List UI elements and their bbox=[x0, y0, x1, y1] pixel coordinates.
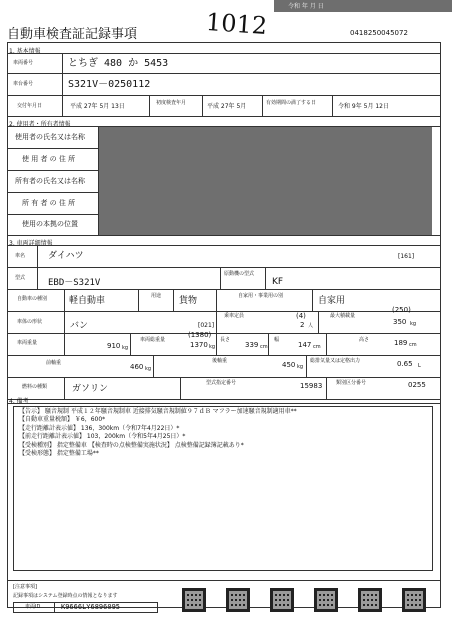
width-value: 147 bbox=[298, 341, 312, 349]
engine-label: 原動機の型式 bbox=[224, 271, 255, 277]
maxload-unit: kg bbox=[410, 321, 417, 327]
notice-label: [注意事項] bbox=[13, 584, 37, 590]
owner-address-label: 所 有 者 の 住 所 bbox=[22, 199, 76, 207]
plate-label: 車両番号 bbox=[13, 60, 34, 66]
maker-code: [161] bbox=[398, 253, 415, 260]
engine-value: KF bbox=[272, 277, 284, 287]
page-title: 自動車検査証記録事項 bbox=[7, 27, 138, 42]
purpose-value: 自家用 bbox=[318, 296, 346, 306]
maker-value: ダイハツ bbox=[48, 251, 84, 261]
front-axle-unit: kg bbox=[145, 366, 152, 372]
divider bbox=[7, 53, 441, 54]
remark-line: 【告示】 騒音規制 平成１２年騒音規制車 近接排気騒音規制値９７ｄＢ マフラー加速騒音規制適用車** bbox=[19, 408, 297, 415]
issue-value: 平成 27年 5月 13日 bbox=[70, 103, 125, 110]
height-label: 高さ bbox=[359, 337, 370, 343]
top-stamp: 令和 年 月 日 bbox=[288, 3, 324, 10]
capacity-value: 2 bbox=[300, 321, 305, 329]
body-code: [021] bbox=[198, 322, 215, 329]
maxload-label: 最大積載量 bbox=[330, 313, 356, 319]
capacity-label: 乗車定員 bbox=[224, 313, 245, 319]
owner-info-redaction bbox=[99, 127, 432, 235]
chassis-value: S321V－0250112 bbox=[68, 79, 151, 90]
section3-heading: 3. 車両詳細情報 bbox=[9, 240, 53, 247]
height-unit: cm bbox=[409, 342, 417, 348]
kind-label: 自動車の種別 bbox=[17, 296, 48, 302]
use-value: 貨物 bbox=[179, 296, 198, 306]
first-reg-value: 平成 27年 5月 bbox=[207, 103, 247, 110]
displacement-value: 0.65 bbox=[397, 360, 413, 368]
rear-axle-unit: kg bbox=[297, 364, 304, 370]
vehicle-id-label: 車両ID bbox=[25, 604, 41, 610]
chassis-label: 車台番号 bbox=[13, 81, 34, 87]
type-approval-label: 型式指定番号 bbox=[206, 380, 237, 386]
capacity-unit: 人 bbox=[308, 323, 314, 329]
user-name-label: 使用者の氏名又は名称 bbox=[15, 133, 85, 141]
remark-line: 【受検形態】 指定整備工場** bbox=[19, 450, 99, 458]
maker-label: 車名 bbox=[15, 253, 26, 259]
fuel-value: ガソリン bbox=[72, 384, 109, 394]
gross-value: 1370 bbox=[190, 341, 208, 349]
gross-label: 車両総重量 bbox=[140, 337, 166, 343]
section1-heading: 1. 基本情報 bbox=[9, 48, 41, 55]
rear-axle-value: 450 bbox=[282, 361, 296, 369]
length-unit: cm bbox=[260, 344, 268, 350]
maxload-value: 350 bbox=[393, 318, 407, 326]
weight-unit: kg bbox=[122, 345, 129, 351]
qr-code-icon bbox=[182, 588, 206, 612]
vehicle-id-value: K9666LY6896095 bbox=[61, 603, 121, 611]
use-label: 用途 bbox=[151, 293, 162, 299]
user-address-label: 使 用 者 の 住 所 bbox=[22, 155, 76, 163]
section2-heading: 2. 使用者・所有者情報 bbox=[9, 121, 71, 128]
model-value: EBD－S321V bbox=[48, 278, 101, 288]
weight-label: 車両重量 bbox=[17, 340, 38, 346]
remark-line: 【前走行距離計表示値】 103，200km（令和5年4月25日）* bbox=[19, 433, 186, 441]
section4-heading: 4. 備考 bbox=[9, 398, 29, 405]
first-reg-label: 初度検査年月 bbox=[156, 100, 187, 106]
kind-value: 軽自動車 bbox=[69, 296, 106, 306]
purpose-label: 自家用・事業用の別 bbox=[238, 293, 284, 299]
gross-top: (1380) bbox=[188, 331, 212, 339]
capacity-top: (4) bbox=[296, 312, 306, 320]
qr-code-icon bbox=[402, 588, 426, 612]
expiry-value: 令和 9年 5月 12日 bbox=[338, 103, 389, 110]
notice-text: 記録事項はシステム登録時点の情報となります bbox=[13, 593, 118, 599]
front-axle-value: 460 bbox=[130, 363, 144, 371]
handwritten-number: 1012 bbox=[205, 7, 268, 41]
owner-name-label: 所有者の氏名又は名称 bbox=[15, 177, 85, 185]
expiry-label: 有効期間の満了する日 bbox=[266, 100, 317, 106]
remarks-lines bbox=[19, 408, 431, 458]
displacement-label: 総排気量又は定格出力 bbox=[310, 358, 361, 364]
issue-label: 交付年月日 bbox=[17, 103, 43, 109]
displacement-unit: L bbox=[418, 363, 421, 369]
rear-axle-label: 後軸重 bbox=[212, 358, 228, 364]
body-value: バン bbox=[70, 321, 89, 331]
front-axle-label: 前軸重 bbox=[46, 360, 62, 366]
width-unit: cm bbox=[313, 344, 321, 350]
remark-line: 【自動車重量税額】 ￥6，600* bbox=[19, 416, 106, 424]
weight-value: 910 bbox=[107, 342, 121, 350]
width-label: 幅 bbox=[274, 337, 280, 343]
category-label: 類別区分番号 bbox=[336, 380, 367, 386]
body-label: 車体の形状 bbox=[17, 319, 43, 325]
model-label: 型式 bbox=[15, 275, 26, 281]
length-value: 339 bbox=[245, 341, 259, 349]
qr-code-icon bbox=[358, 588, 382, 612]
remark-line: 【走行距離計表示値】 136，300km（令和7年4月22日）* bbox=[19, 424, 180, 432]
fuel-label: 燃料の種類 bbox=[22, 384, 48, 390]
base-location-label: 使用の本拠の位置 bbox=[22, 220, 78, 228]
doc-number: 0418250045072 bbox=[350, 29, 408, 37]
length-label: 長さ bbox=[220, 337, 231, 343]
qr-code-icon bbox=[270, 588, 294, 612]
category-value: 0255 bbox=[408, 381, 426, 389]
plate-value: とちぎ 480 か 5453 bbox=[68, 58, 169, 69]
maxload-top: (250) bbox=[392, 306, 411, 314]
remark-line: 【受検種別】 指定整備車 【検査時の点検整備実施状況】 点検整備記録簿記載あり* bbox=[19, 441, 244, 449]
qr-code-icon bbox=[314, 588, 338, 612]
height-value: 189 bbox=[394, 339, 408, 347]
gross-unit: kg bbox=[209, 344, 216, 350]
qr-code-icon bbox=[226, 588, 250, 612]
type-approval-value: 15983 bbox=[300, 382, 323, 390]
